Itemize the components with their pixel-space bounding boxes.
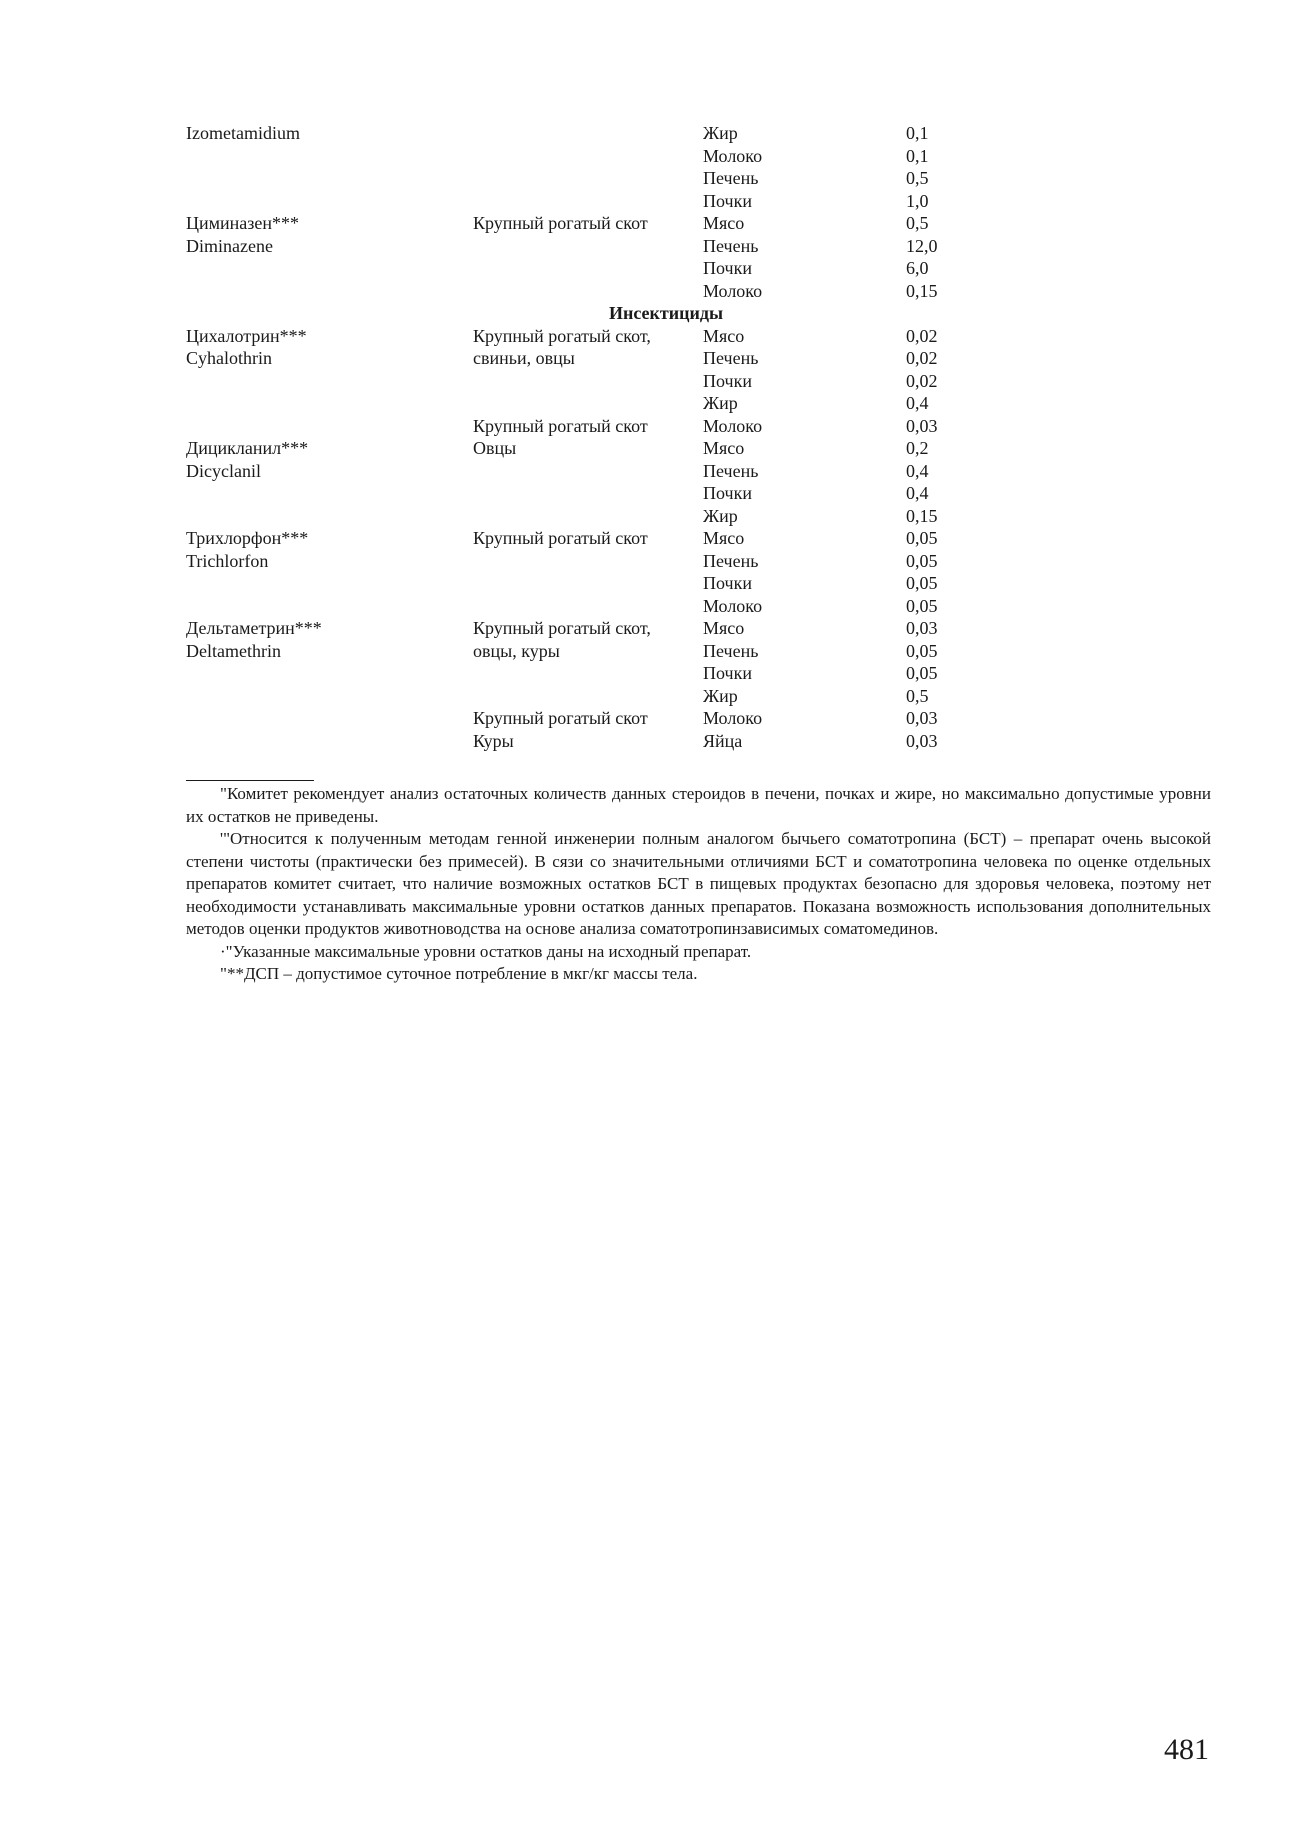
species-cell <box>473 235 703 258</box>
table-row <box>186 235 1006 258</box>
drug-name-cell: Izometamidium <box>186 123 300 143</box>
tissue-cell: Мясо <box>703 325 745 346</box>
mrl-value-cell: 0,02 <box>906 325 938 346</box>
tissue-cell: Молоко <box>703 145 763 166</box>
table-row <box>186 640 1006 663</box>
mrl-value-cell: 0,02 <box>906 370 938 391</box>
table-row <box>186 662 1006 685</box>
mrl-value-cell: 0,02 <box>906 348 938 368</box>
drug-name-cell <box>186 505 473 528</box>
tissue-cell: Мясо <box>703 618 745 638</box>
table-row <box>186 325 1006 348</box>
table-row <box>186 212 1006 235</box>
drug-name-cell: Trichlorfon <box>186 550 269 571</box>
mrl-value-cell: 0,05 <box>906 663 938 683</box>
page-number: 481 <box>1164 1733 1209 1766</box>
drug-name-cell <box>186 482 473 505</box>
tissue-cell: Печень <box>703 550 759 571</box>
drug-name-cell <box>186 280 473 303</box>
tissue-cell: Печень <box>703 348 759 368</box>
species-cell <box>473 550 703 573</box>
table-row <box>186 280 1006 303</box>
tissue-cell: Печень <box>703 460 759 481</box>
mrl-value-cell: 0,15 <box>906 505 938 526</box>
tissue-cell: Молоко <box>703 595 763 616</box>
footnotes <box>186 783 1211 986</box>
drug-name-cell <box>186 572 473 595</box>
species-cell <box>473 167 703 190</box>
table-row <box>186 482 1006 505</box>
tissue-cell: Жир <box>703 685 738 706</box>
drug-name-cell <box>186 370 473 393</box>
mrl-value-cell: 0,4 <box>906 393 929 413</box>
table-row <box>186 685 1006 708</box>
mrl-value-cell: 0,5 <box>906 213 929 233</box>
section-header: Инсектициды <box>608 303 724 323</box>
table-row <box>186 347 1006 370</box>
tissue-cell: Почки <box>703 573 752 593</box>
mrl-value-cell: 0,5 <box>906 168 929 188</box>
tissue-cell: Мясо <box>703 438 745 458</box>
drug-name-cell <box>186 730 473 753</box>
section-header-row <box>186 302 1006 325</box>
species-cell <box>473 572 703 595</box>
table-row <box>186 572 1006 595</box>
drug-name-cell: Dicyclanil <box>186 460 261 481</box>
table-row <box>186 617 1006 640</box>
species-cell: Овцы <box>473 438 517 458</box>
footnote-1: "Комитет рекомендует анализ остаточных количеств данных стероидов в печени, почках и жире, но максимально допустимые уровни их остатков не приведены. <box>186 784 1211 826</box>
species-cell: Крупный рогатый скот <box>473 708 648 728</box>
mrl-value-cell: 0,1 <box>906 123 929 143</box>
footnote-4: "**ДСП – допустимое суточное потребление в мкг/кг массы тела. <box>220 964 698 983</box>
species-cell: свиньи, овцы <box>473 348 575 368</box>
table-row <box>186 190 1006 213</box>
drug-name-cell: Deltamethrin <box>186 640 281 661</box>
drug-name-cell: Циминазен*** <box>186 213 300 233</box>
drug-name-cell <box>186 415 473 438</box>
table-row <box>186 730 1006 753</box>
species-cell <box>473 482 703 505</box>
species-cell <box>473 370 703 393</box>
table-row <box>186 167 1006 190</box>
tissue-cell: Жир <box>703 393 738 413</box>
table-body <box>186 122 1006 752</box>
tissue-cell: Молоко <box>703 415 763 436</box>
species-cell: овцы, куры <box>473 640 560 661</box>
mrl-value-cell: 0,03 <box>906 708 938 728</box>
drug-name-cell <box>186 662 473 685</box>
drug-name-cell: Дельтаметрин*** <box>186 618 322 638</box>
mrl-value-cell: 0,1 <box>906 145 929 166</box>
species-cell <box>473 280 703 303</box>
table-row <box>186 437 1006 460</box>
tissue-cell: Жир <box>703 505 738 526</box>
drug-name-cell: Цихалотрин*** <box>186 325 307 346</box>
tissue-cell: Молоко <box>703 708 763 728</box>
table-row <box>186 460 1006 483</box>
drug-name-cell <box>186 392 473 415</box>
mrl-value-cell: 0,2 <box>906 438 929 458</box>
tissue-cell: Мясо <box>703 213 745 233</box>
drug-name-cell <box>186 685 473 708</box>
table-row <box>186 550 1006 573</box>
species-cell <box>473 392 703 415</box>
mrl-value-cell: 0,05 <box>906 640 938 661</box>
species-cell <box>473 460 703 483</box>
drug-name-cell: Трихлорфон*** <box>186 528 309 548</box>
mrl-value-cell: 1,0 <box>906 190 929 211</box>
species-cell <box>473 122 703 145</box>
tissue-cell: Почки <box>703 190 752 211</box>
species-cell <box>473 257 703 280</box>
tissue-cell: Печень <box>703 640 759 661</box>
species-cell: Крупный рогатый скот, <box>473 618 651 638</box>
tissue-cell: Почки <box>703 663 752 683</box>
mrl-value-cell: 0,05 <box>906 528 938 548</box>
table-row <box>186 370 1006 393</box>
drug-name-cell <box>186 707 473 730</box>
mrl-value-cell: 0,03 <box>906 730 938 751</box>
species-cell: Крупный рогатый скот <box>473 528 648 548</box>
mrl-value-cell: 0,05 <box>906 595 938 616</box>
footnote-separator <box>186 780 314 781</box>
table-row <box>186 122 1006 145</box>
species-cell <box>473 190 703 213</box>
table-row <box>186 392 1006 415</box>
mrl-value-cell: 0,05 <box>906 573 938 593</box>
mrl-value-cell: 0,4 <box>906 483 929 503</box>
drug-name-cell <box>186 595 473 618</box>
residue-limits-table <box>186 122 1006 752</box>
drug-name-cell: Diminazene <box>186 235 273 256</box>
table-row <box>186 415 1006 438</box>
drug-name-cell <box>186 167 473 190</box>
tissue-cell: Почки <box>703 258 752 278</box>
tissue-cell: Жир <box>703 123 738 143</box>
mrl-value-cell: 0,03 <box>906 415 938 436</box>
species-cell: Крупный рогатый скот, <box>473 325 651 346</box>
drug-name-cell <box>186 257 473 280</box>
table-row <box>186 527 1006 550</box>
table-row <box>186 145 1006 168</box>
table-row <box>186 257 1006 280</box>
species-cell <box>473 505 703 528</box>
species-cell <box>473 595 703 618</box>
tissue-cell: Печень <box>703 235 759 256</box>
species-cell: Куры <box>473 730 514 751</box>
mrl-value-cell: 6,0 <box>906 258 929 278</box>
mrl-value-cell: 0,03 <box>906 618 938 638</box>
tissue-cell: Почки <box>703 370 752 391</box>
species-cell <box>473 145 703 168</box>
footnote-3: ·"Указанные максимальные уровни остатков даны на исходный препарат. <box>220 941 752 961</box>
species-cell: Крупный рогатый скот <box>473 213 648 233</box>
mrl-value-cell: 0,4 <box>906 460 929 481</box>
table-row <box>186 707 1006 730</box>
species-cell: Крупный рогатый скот <box>473 415 648 436</box>
tissue-cell: Мясо <box>703 528 745 548</box>
drug-name-cell: Cyhalothrin <box>186 348 272 368</box>
mrl-value-cell: 0,5 <box>906 685 929 706</box>
drug-name-cell <box>186 145 473 168</box>
tissue-cell: Почки <box>703 483 752 503</box>
tissue-cell: Молоко <box>703 280 763 301</box>
footnote-2: '"Относится к полученным методам генной инженерии полным аналогом бычьего соматотропина (БСТ) – препарат очень высокой степени чистоты (практически без примесей). В сязи со значительными отличиями БСТ и соматотропина человека по оценке отдельных препаратов комитет считает, что наличие возможных остатков БСТ в пищевых продуктах безопасно для здоровья человека, поэтому нет необходимости устанавливать максимальные уровни остатков данных препаратов. Показана возможность использования дополнительных методов оценки продуктов животноводства на основе анализа соматотропинзависимых соматомединов. <box>186 829 1211 938</box>
species-cell <box>473 662 703 685</box>
mrl-value-cell: 12,0 <box>906 235 938 256</box>
mrl-value-cell: 0,05 <box>906 550 938 571</box>
drug-name-cell: Дицикланил*** <box>186 438 309 458</box>
species-cell <box>473 685 703 708</box>
tissue-cell: Печень <box>703 168 759 188</box>
table-row <box>186 595 1006 618</box>
drug-name-cell <box>186 190 473 213</box>
table-row <box>186 505 1006 528</box>
mrl-value-cell: 0,15 <box>906 280 938 301</box>
tissue-cell: Яйца <box>703 730 743 751</box>
